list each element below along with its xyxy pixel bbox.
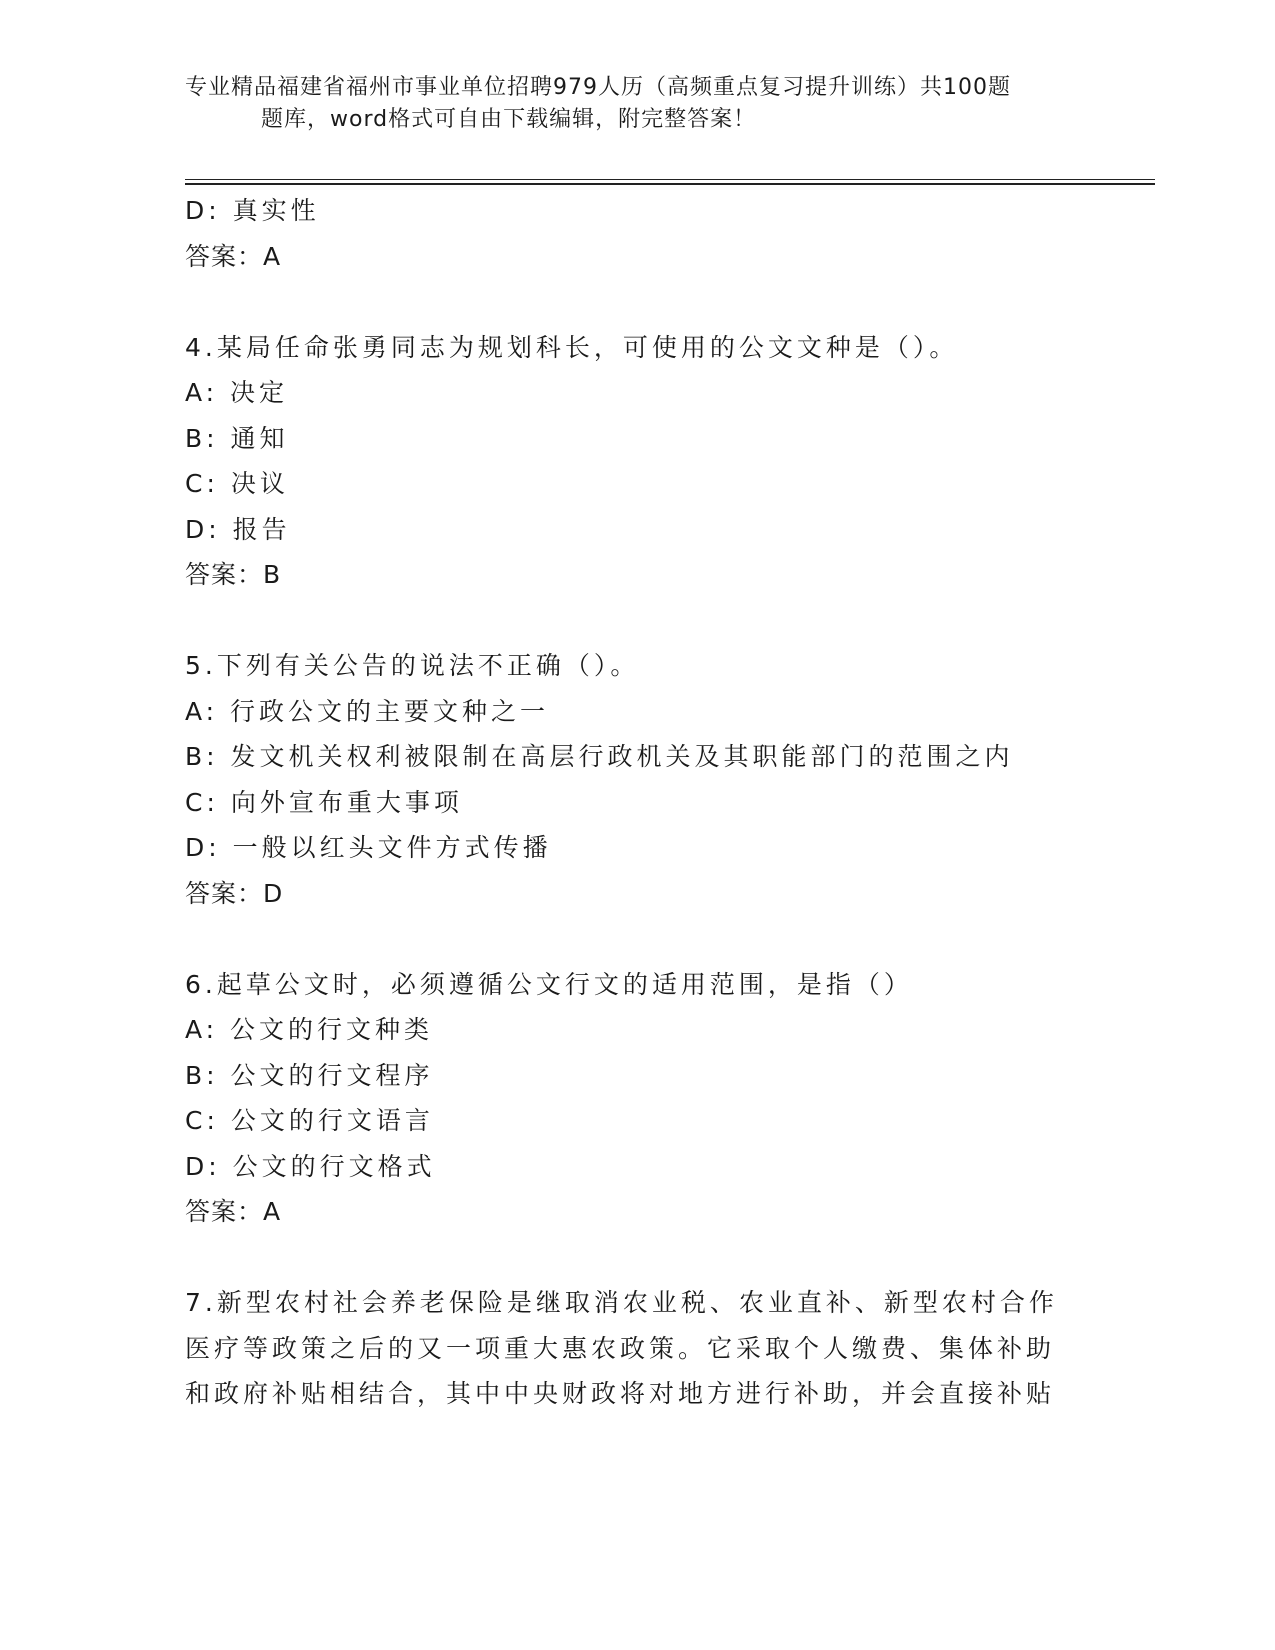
document-body: [185, 188, 1085, 1417]
answer-line: 答案：B: [185, 560, 282, 589]
option-b: B: 发文机关权利被限制在高层行政机关及其职能部门的范围之内: [185, 742, 1014, 771]
option-a: A: 决定: [185, 378, 289, 407]
header-rule-thin: [185, 179, 1155, 180]
question-stem-line: 7.新型农村社会养老保险是继取消农业税、农业直补、新型农村合作: [185, 1288, 1058, 1317]
option-c: C: 向外宣布重大事项: [185, 787, 463, 817]
spacer: [185, 598, 1085, 644]
question-stem-line: 医疗等政策之后的又一项重大惠农政策。它采取个人缴费、集体补助: [185, 1333, 1056, 1363]
question-stem: 6.起草公文时，必须遵循公文行文的适用范围，是指（）: [185, 969, 913, 999]
question-stem-paragraph: [185, 1280, 1058, 1417]
option-c: C: 公文的行文语言: [185, 1106, 434, 1135]
header-rule-thick: [185, 183, 1155, 185]
question-stem: 4.某局任命张勇同志为规划科长，可使用的公文文种是（）。: [185, 332, 959, 362]
option-c: C: 决议: [185, 469, 289, 498]
option-d: D: 一般以红头文件方式传播: [185, 833, 552, 862]
option-d: D: 报告: [185, 514, 291, 544]
question-stem-line: 和政府补贴相结合，其中中央财政将对地方进行补助，并会直接补贴: [185, 1379, 1056, 1408]
answer-line: 答案：D: [185, 878, 284, 908]
option-d: D: 公文的行文格式: [185, 1151, 436, 1181]
header-title-line2: 题库，word格式可自由下载编辑，附完整答案！: [261, 107, 757, 132]
header-title-line1: 专业精品福建省福州市事业单位招聘979人历（高频重点复习提升训练）共100题: [185, 75, 1011, 100]
spacer: [185, 279, 1085, 325]
answer-line: 答案：A: [185, 241, 282, 271]
option-d: D: 真实性: [185, 196, 320, 225]
option-a: A: 公文的行文种类: [185, 1015, 434, 1044]
document-header: [185, 72, 1085, 136]
option-a: A: 行政公文的主要文种之一: [185, 696, 550, 726]
answer-line: 答案：A: [185, 1197, 282, 1226]
option-b: B: 通知: [185, 423, 289, 453]
option-b: B: 公文的行文程序: [185, 1060, 434, 1090]
spacer: [185, 916, 1085, 962]
spacer: [185, 1235, 1085, 1281]
question-stem: 5.下列有关公告的说法不正确（）。: [185, 651, 640, 680]
